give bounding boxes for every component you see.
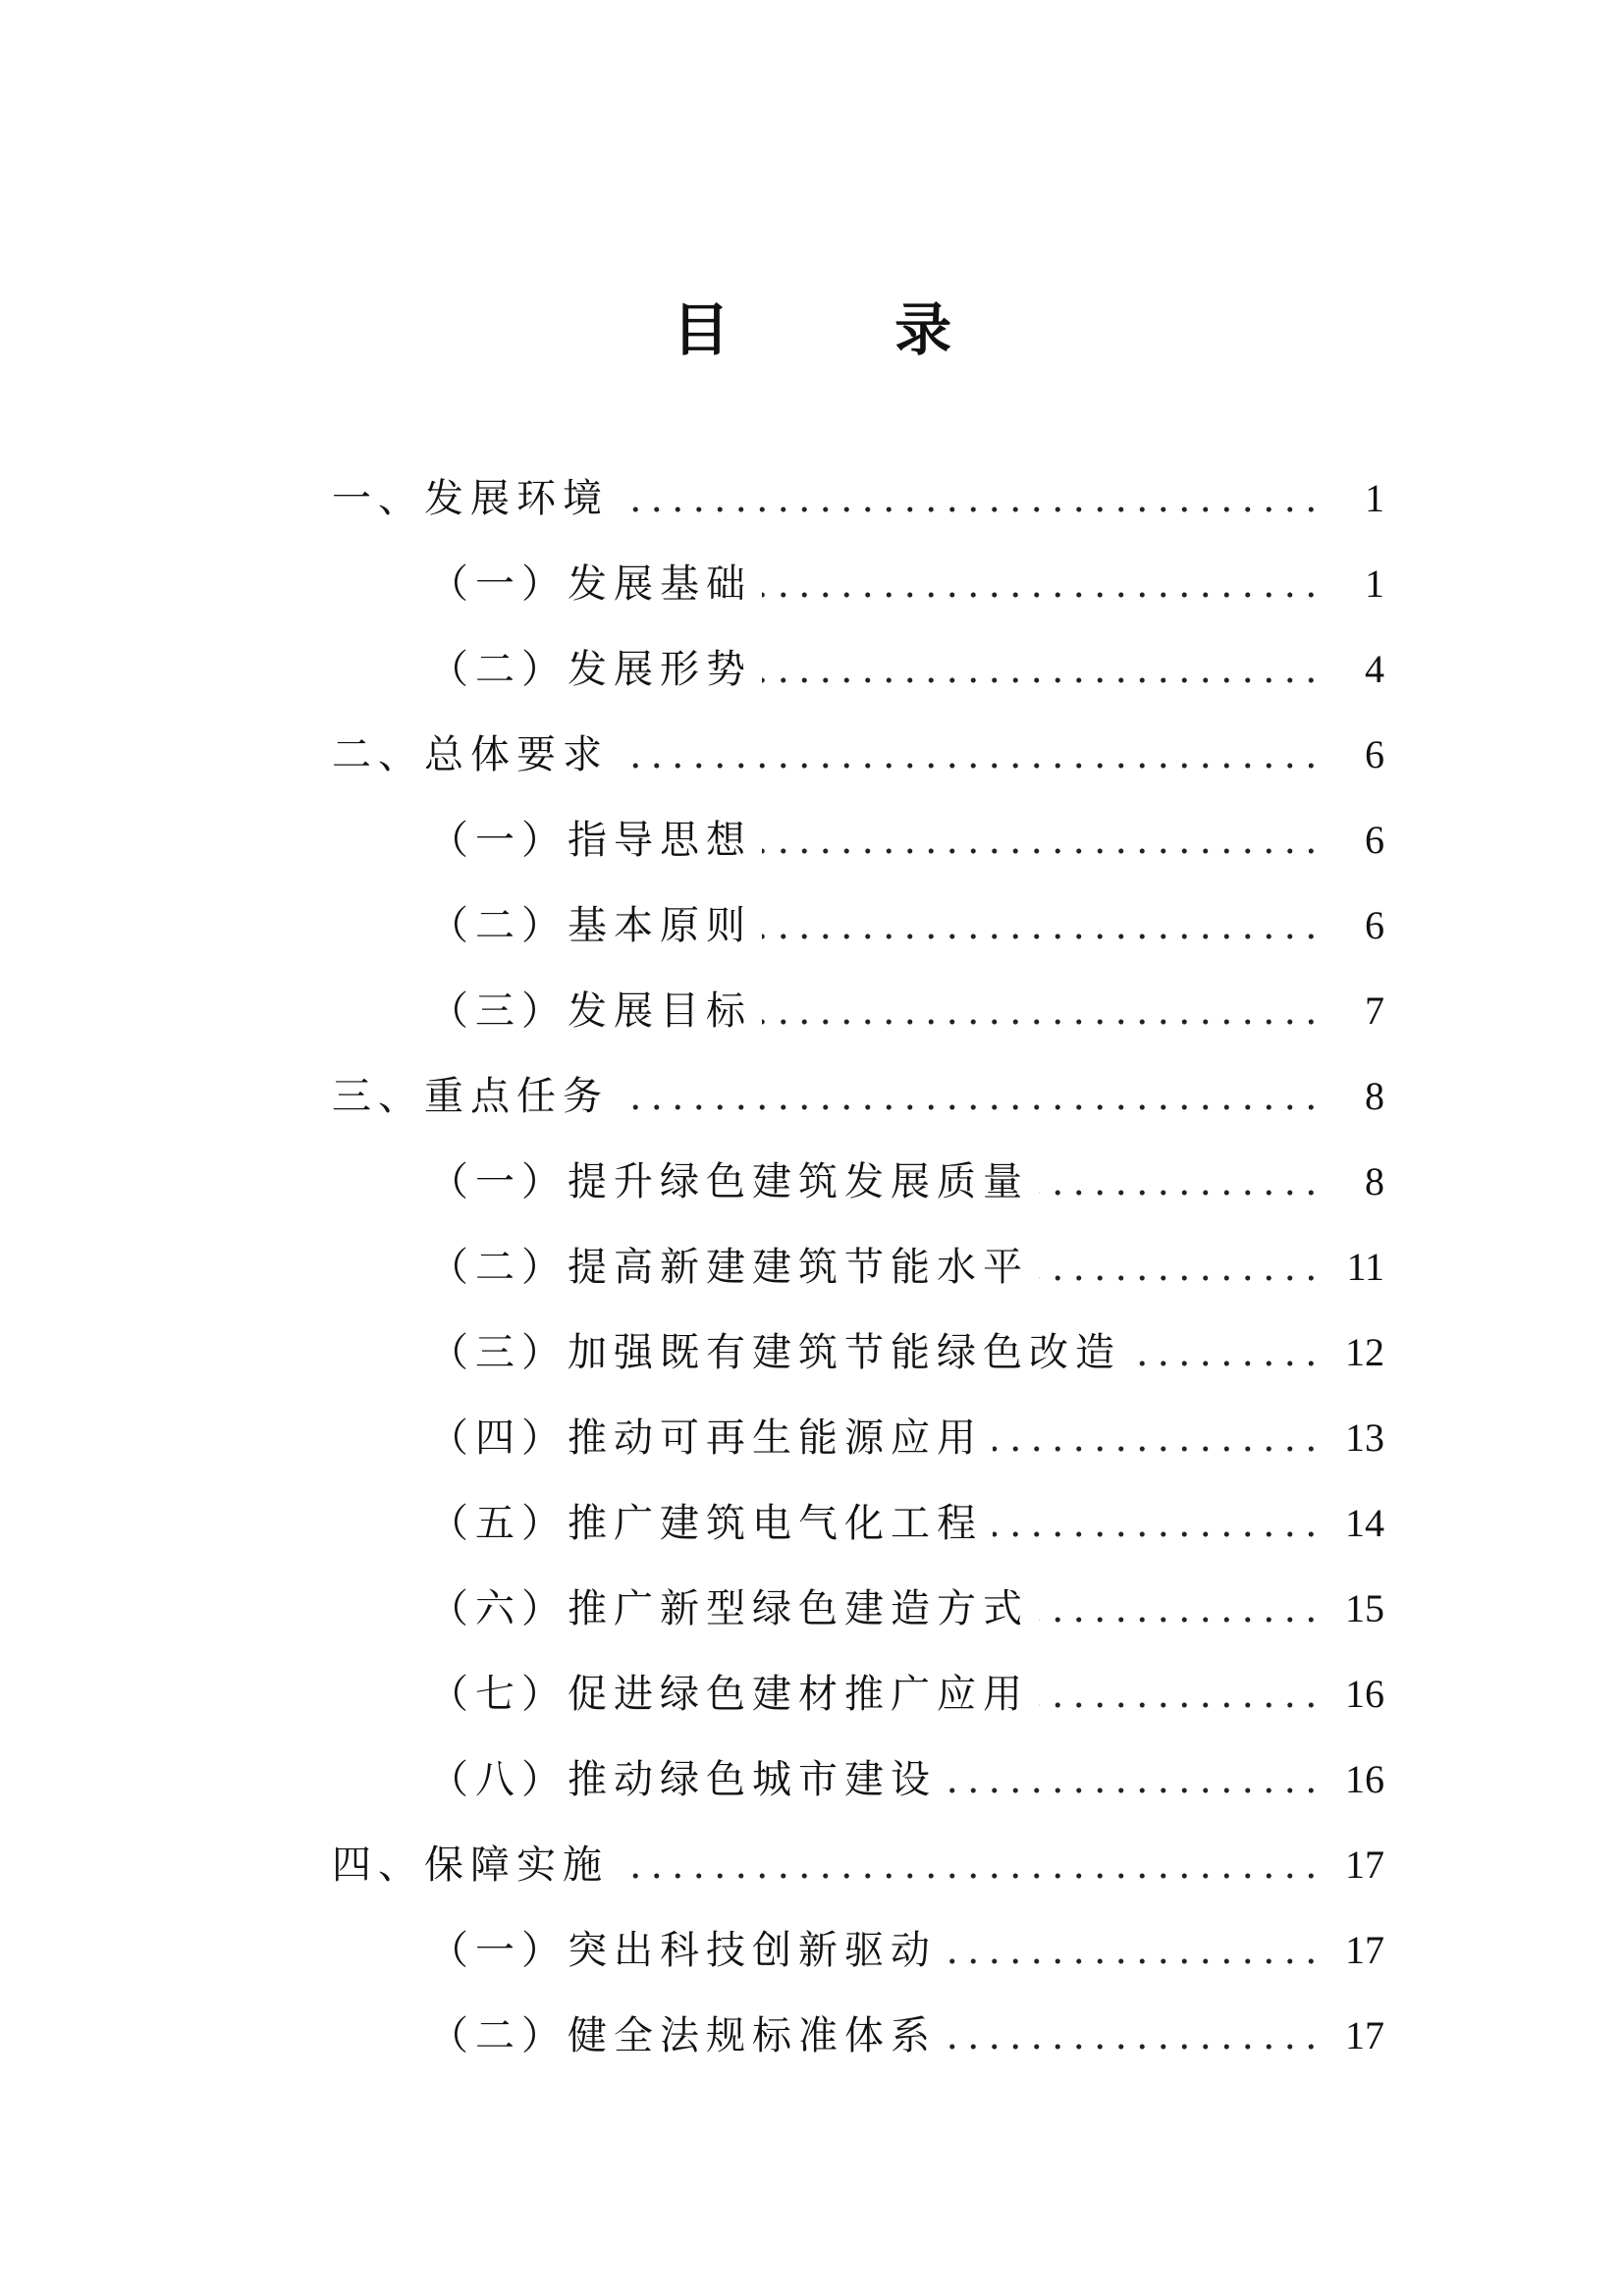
dot-leader — [993, 1531, 1322, 1537]
toc-entry[interactable] — [0, 547, 1624, 612]
toc-entry[interactable] — [0, 1230, 1624, 1295]
dot-leader — [762, 677, 1322, 683]
toc-entry[interactable] — [0, 1572, 1624, 1636]
dot-leader — [762, 592, 1322, 598]
dot-leader — [619, 1104, 1322, 1110]
toc-entry-title: （二）提高新建建筑节能水平 — [429, 1245, 1029, 1290]
toc-entry[interactable] — [0, 888, 1624, 953]
dot-leader — [947, 1958, 1322, 1964]
dot-leader — [1039, 1617, 1322, 1623]
toc-entry-title: （四）推动可再生能源应用 — [429, 1415, 983, 1461]
toc-entry[interactable] — [0, 1315, 1624, 1380]
dot-leader — [1039, 1190, 1322, 1196]
toc-entry-title: （三）发展目标 — [429, 988, 752, 1034]
toc-entry-page-number: 6 — [1365, 903, 1384, 947]
toc-entry-page-number: 6 — [1365, 732, 1384, 776]
toc-entry[interactable] — [0, 1742, 1624, 1807]
toc-entry-page-number: 17 — [1345, 2013, 1384, 2057]
dot-leader — [1131, 1361, 1322, 1366]
dot-leader — [762, 934, 1322, 939]
toc-entry-title: （二）健全法规标准体系 — [429, 2013, 937, 2058]
toc-entry-page-number: 1 — [1365, 561, 1384, 606]
toc-entry[interactable] — [0, 1657, 1624, 1722]
toc-entry-page-number: 17 — [1345, 1842, 1384, 1887]
dot-leader — [1039, 1275, 1322, 1281]
dot-leader — [947, 1788, 1322, 1793]
toc-entry-page-number: 8 — [1365, 1074, 1384, 1118]
toc-entry-page-number: 7 — [1365, 988, 1384, 1033]
toc-entry[interactable] — [0, 1401, 1624, 1466]
toc-entry-page-number: 16 — [1345, 1672, 1384, 1716]
dot-leader — [993, 1446, 1322, 1452]
dot-leader — [1039, 1702, 1322, 1708]
toc-entry-page-number: 8 — [1365, 1159, 1384, 1203]
dot-leader — [619, 507, 1322, 512]
toc-entry-page-number: 16 — [1345, 1757, 1384, 1801]
dot-leader — [619, 763, 1322, 769]
toc-entry[interactable] — [0, 1059, 1624, 1124]
toc-entry-title: （二）发展形势 — [429, 647, 752, 692]
toc-entry[interactable] — [0, 1913, 1624, 1978]
dot-leader — [947, 2044, 1322, 2050]
toc-entry[interactable] — [0, 461, 1624, 526]
toc-entry-title: （一）发展基础 — [429, 561, 752, 607]
toc-entry-page-number: 17 — [1345, 1928, 1384, 1972]
toc-entry[interactable] — [0, 1828, 1624, 1893]
dot-leader — [619, 1873, 1322, 1879]
toc-entry-title: 二、总体要求 — [332, 732, 609, 777]
toc-entry-page-number: 11 — [1346, 1245, 1384, 1289]
toc-entry-page-number: 4 — [1365, 647, 1384, 691]
toc-entry-title: （五）推广建筑电气化工程 — [429, 1501, 983, 1546]
toc-entry-title: 四、保障实施 — [332, 1842, 609, 1888]
toc-entry[interactable] — [0, 1486, 1624, 1551]
toc-entry-title: （一）指导思想 — [429, 818, 752, 863]
toc-entry[interactable] — [0, 1999, 1624, 2063]
toc-entry-page-number: 15 — [1345, 1586, 1384, 1630]
toc-entry-title: （八）推动绿色城市建设 — [429, 1757, 937, 1802]
page-title: 目 录 — [672, 296, 1025, 363]
toc-entry-title: （七）促进绿色建材推广应用 — [429, 1672, 1029, 1717]
toc-entry-page-number: 12 — [1345, 1330, 1384, 1374]
toc-entry-title: （二）基本原则 — [429, 903, 752, 948]
toc-entry-title: 三、重点任务 — [332, 1074, 609, 1119]
toc-entry[interactable] — [0, 718, 1624, 782]
toc-entry-title: 一、发展环境 — [332, 476, 609, 521]
toc-entry[interactable] — [0, 1145, 1624, 1209]
dot-leader — [762, 848, 1322, 854]
toc-entry-title: （一）突出科技创新驱动 — [429, 1928, 937, 1973]
dot-leader — [762, 1019, 1322, 1025]
toc-entry-page-number: 1 — [1365, 476, 1384, 520]
toc-entry[interactable] — [0, 974, 1624, 1039]
toc-entry-title: （三）加强既有建筑节能绿色改造 — [429, 1330, 1121, 1375]
toc-entry-title: （六）推广新型绿色建造方式 — [429, 1586, 1029, 1631]
toc-entry-page-number: 6 — [1365, 818, 1384, 862]
toc-entry[interactable] — [0, 632, 1624, 697]
toc-entry[interactable] — [0, 803, 1624, 868]
toc-entry-page-number: 14 — [1345, 1501, 1384, 1545]
toc-entry-page-number: 13 — [1345, 1415, 1384, 1460]
toc-entry-title: （一）提升绿色建筑发展质量 — [429, 1159, 1029, 1204]
